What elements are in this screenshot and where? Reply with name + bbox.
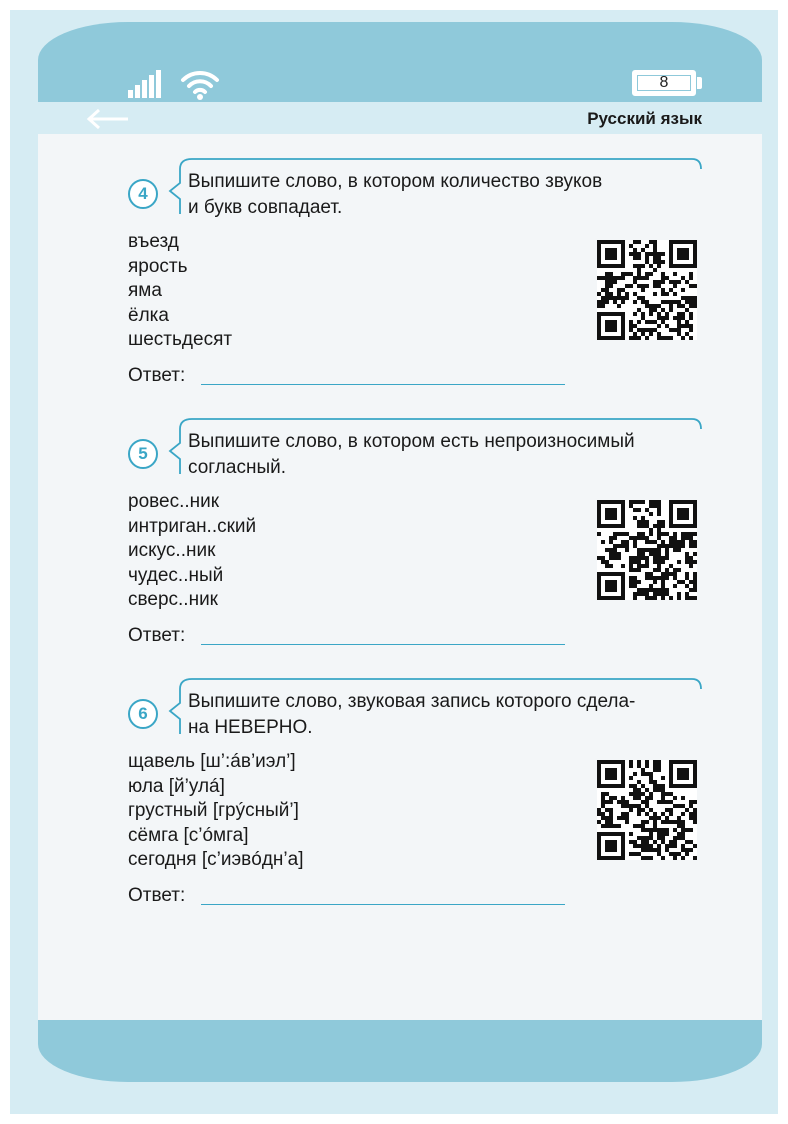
list-item: интриган..ский <box>128 515 257 537</box>
battery-icon <box>632 70 696 96</box>
task-question: Выпишите слово, звуковая запись которого сдела- на НЕВЕРНО. <box>188 691 636 738</box>
list-item: чудес..ный <box>128 564 224 586</box>
answer-field[interactable] <box>201 384 565 385</box>
battery-tip <box>697 77 702 89</box>
list-item: яма <box>128 280 162 301</box>
answer-field[interactable] <box>201 904 565 905</box>
answer-label: Ответ: <box>128 365 186 386</box>
list-item: искус..ник <box>128 540 216 561</box>
qr-code-icon[interactable] <box>597 500 697 600</box>
list-item: грустный [грýсный’] <box>128 800 299 821</box>
task-number: 4 <box>128 179 158 209</box>
answer-label: Ответ: <box>128 885 186 906</box>
list-item: ровес..ник <box>128 491 220 512</box>
answer-label: Ответ: <box>128 625 186 646</box>
qr-code-icon[interactable] <box>597 760 697 860</box>
wifi-icon <box>180 68 220 100</box>
list-item: шестьдесят <box>128 329 233 350</box>
list-item: сегодня [с’иэвóдн’а] <box>128 849 304 870</box>
word-list <box>128 750 304 873</box>
back-arrow-icon[interactable] <box>86 108 130 130</box>
signal-icon <box>128 70 164 98</box>
list-item: ёлка <box>128 304 169 326</box>
task-number: 6 <box>128 699 158 729</box>
list-item: юла [й’улá] <box>128 775 225 797</box>
list-item: въезд <box>128 231 179 252</box>
device-bottom-bar <box>38 1020 762 1082</box>
task-number: 5 <box>128 439 158 469</box>
word-list <box>128 230 232 353</box>
subject-title: Русский язык <box>587 109 702 128</box>
list-item: ярость <box>128 255 188 277</box>
task-question: Выпишите слово, в котором количество звуков и букв совпадает. <box>188 171 603 218</box>
task-question: Выпишите слово, в котором есть непроизносимый согласный. <box>188 431 635 478</box>
list-item: щавель [ш’:áв’иэл’] <box>128 751 296 772</box>
page-number: 8 <box>637 75 691 91</box>
list-item: сёмга [с’óмга] <box>128 824 249 846</box>
word-list <box>128 490 256 613</box>
list-item: сверс..ник <box>128 589 218 610</box>
answer-field[interactable] <box>201 644 565 645</box>
qr-code-icon[interactable] <box>597 240 697 340</box>
